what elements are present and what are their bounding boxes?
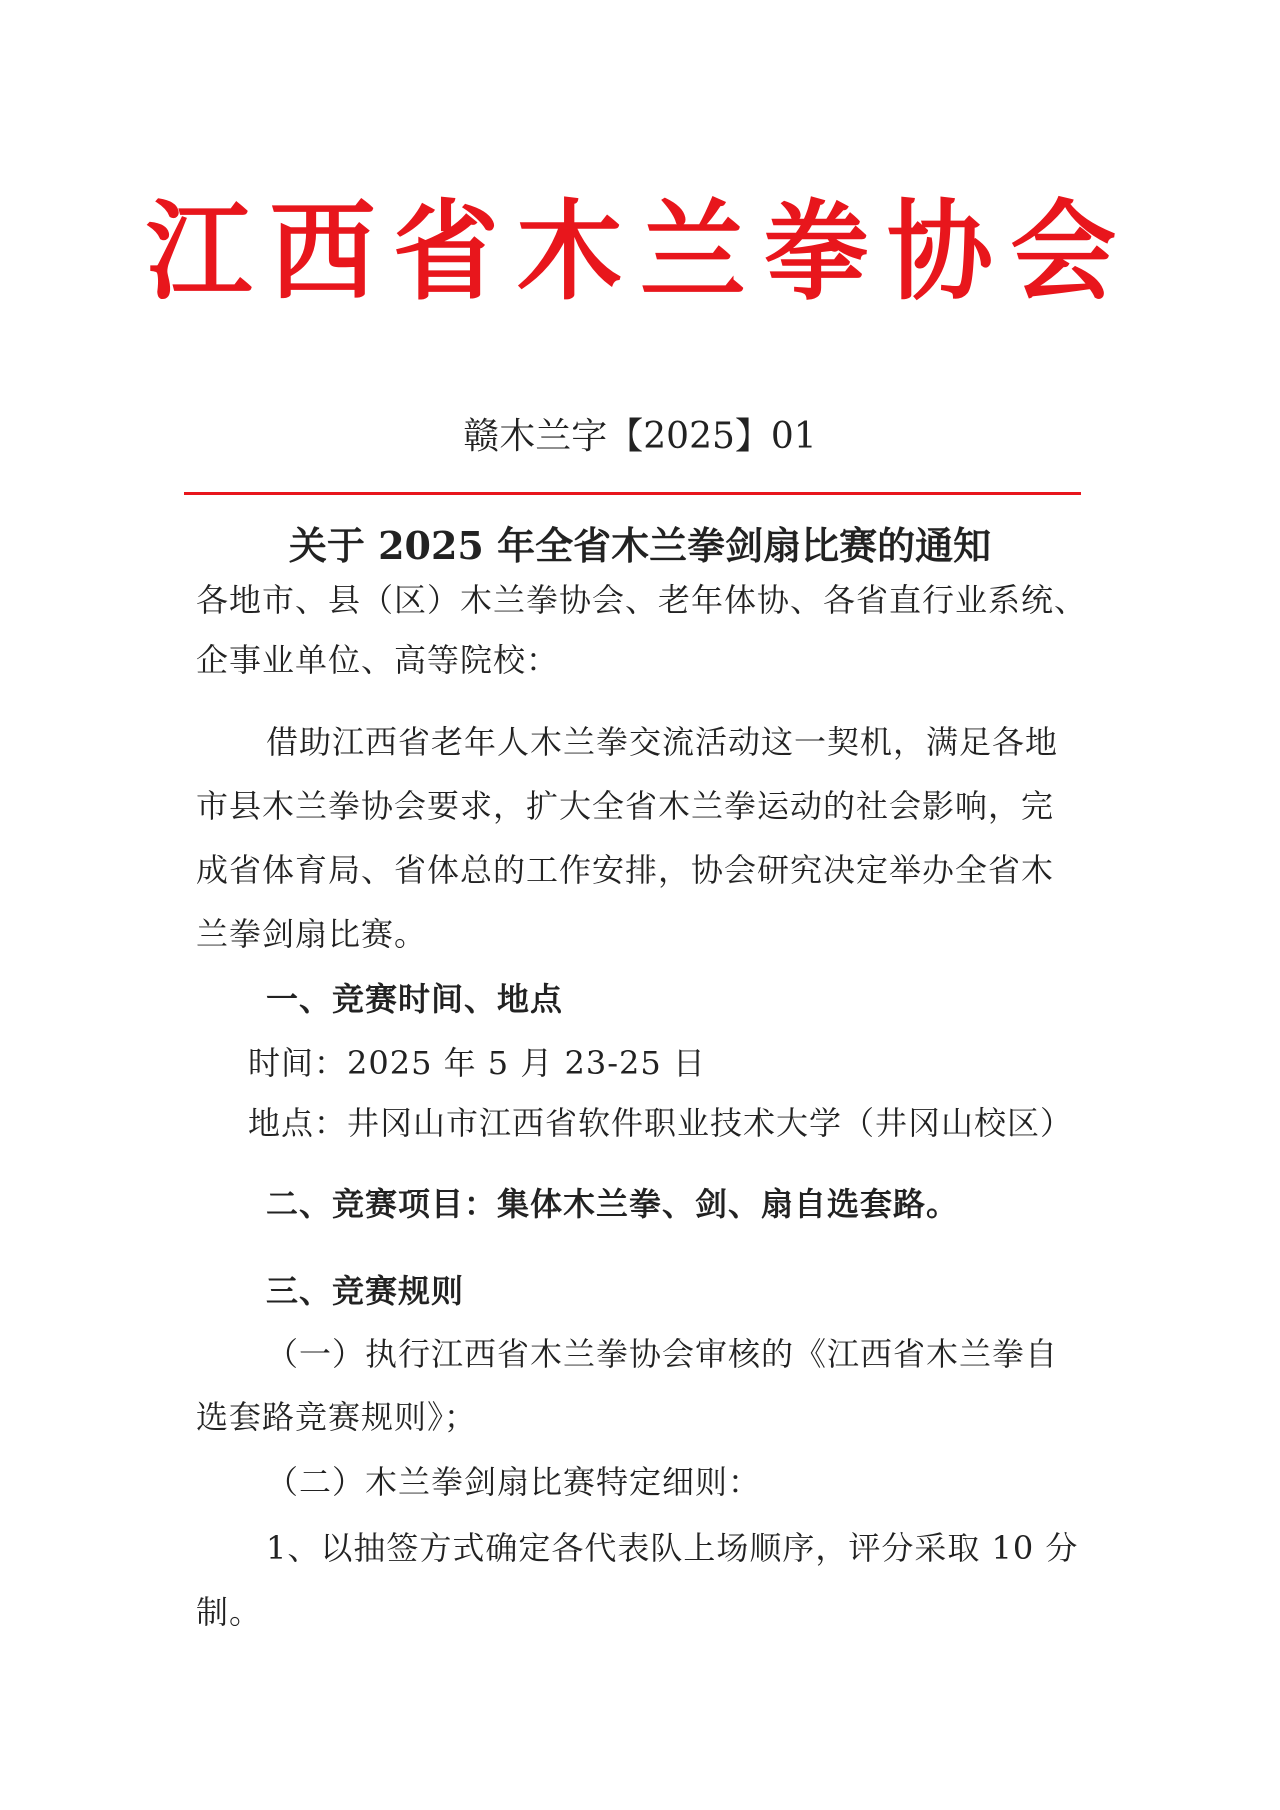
addressees-line-1: 各地市、县（区）木兰拳协会、老年体协、各省直行业系统、 <box>196 581 1088 619</box>
intro-line-2: 市县木兰拳协会要求，扩大全省木兰拳运动的社会影响，完 <box>196 787 1055 825</box>
section-1-time: 时间：2025 年 5 月 23-25 日 <box>248 1044 706 1082</box>
rule-item-1-line-1: 1、以抽签方式确定各代表队上场顺序，评分采取 10 分 <box>266 1529 1079 1567</box>
rule-1-line-1: （一）执行江西省木兰拳协会审核的《江西省木兰拳自 <box>266 1335 1059 1373</box>
section-2-heading: 二、竞赛项目：集体木兰拳、剑、扇自选套路。 <box>266 1185 960 1223</box>
organization-title: 江西省木兰拳协会 <box>146 190 1134 315</box>
rule-item-1-line-2: 制。 <box>196 1593 263 1631</box>
section-1-heading: 一、竞赛时间、地点 <box>266 980 564 1018</box>
rule-2: （二）木兰拳剑扇比赛特定细则： <box>266 1463 762 1501</box>
intro-line-3: 成省体育局、省体总的工作安排，协会研究决定举办全省木 <box>196 851 1055 889</box>
red-divider <box>184 492 1081 495</box>
document-number: 赣木兰字【2025】01 <box>463 416 817 457</box>
rule-1-line-2: 选套路竞赛规则》； <box>196 1398 478 1436</box>
section-1-place: 地点：井冈山市江西省软件职业技术大学（井冈山校区） <box>248 1104 1074 1142</box>
intro-line-4: 兰拳剑扇比赛。 <box>196 915 428 953</box>
addressees-line-2: 企事业单位、高等院校： <box>196 641 560 679</box>
intro-line-1: 借助江西省老年人木兰拳交流活动这一契机，满足各地 <box>266 723 1059 761</box>
notice-title: 关于 2025 年全省木兰拳剑扇比赛的通知 <box>288 523 992 568</box>
section-3-heading: 三、竞赛规则 <box>266 1272 465 1310</box>
